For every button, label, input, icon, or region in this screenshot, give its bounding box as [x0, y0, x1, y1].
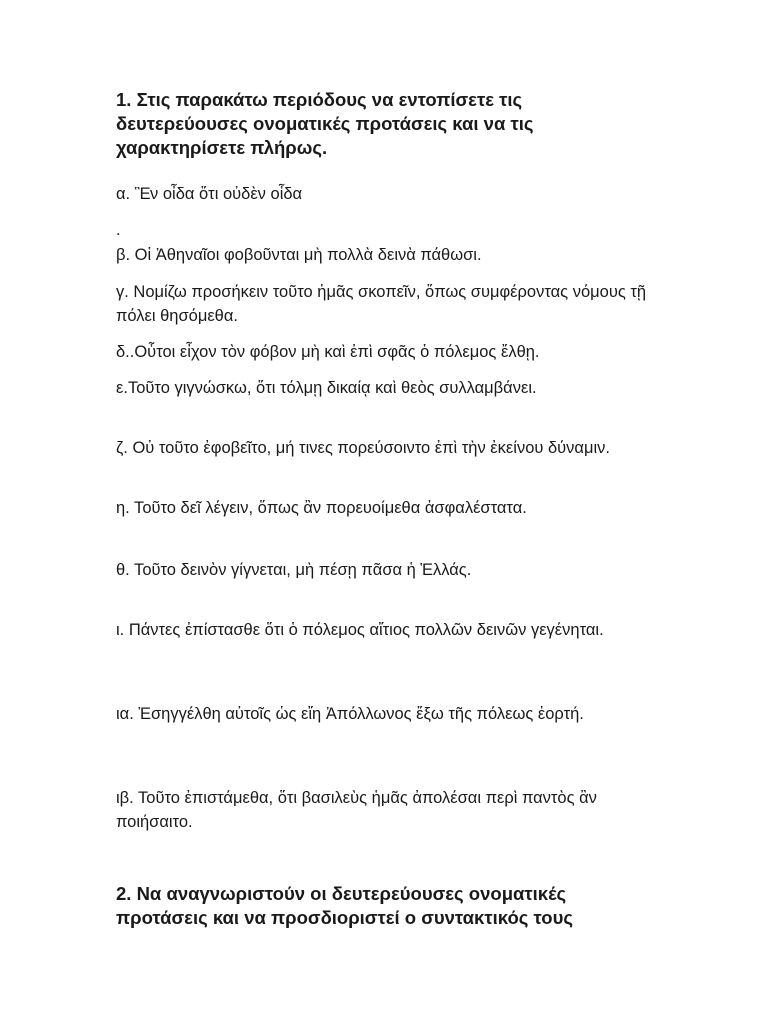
sentence-eta: η. Τοῦτο δεῖ λέγειν, ὅπως ἂν πορευοίμεθα ἀσφαλέστατα.: [116, 499, 527, 517]
sentence-epsilon: ε.Τοῦτο γιγνώσκω, ὅτι τόλμῃ δικαίᾳ καὶ θεὸς συλλαμβάνει.: [116, 379, 537, 397]
sentence-zeta: ζ. Οὐ τοῦτο ἐφοβεῖτο, μή τινες πορεύσοιντο ἐπὶ τὴν ἐκείνου δύναμιν.: [116, 439, 610, 457]
stray-period: .: [116, 221, 121, 239]
exercise-1-heading: 1. Στις παρακάτω περιόδους να εντοπίσετε τις δευτερεύουσες ονοματικές προτάσεις και να τις χαρακτηρίσετε πλήρως.: [116, 89, 534, 158]
sentence-iota: ι. Πάντες ἐπίστασθε ὅτι ὁ πόλεμος αἴτιος πολλῶν δεινῶν γεγένηται.: [116, 621, 604, 639]
sentence-beta: β. Οἱ Ἀθηναῖοι φοβοῦνται μὴ πολλὰ δεινὰ πάθωσι.: [116, 246, 482, 264]
sentence-alpha: α. Ἓν οἶδα ὅτι οὐδὲν οἶδα: [116, 185, 303, 203]
sentence-gamma: γ. Νομίζω προσήκειν τοῦτο ἡμᾶς σκοπεῖν, ὅπως συμφέροντας νόμους τῇ πόλει θησόμεθα.: [116, 283, 647, 325]
sentence-iota-alpha: ια. Ἐσηγγέλθη αὐτοῖς ὡς εἴη Ἀπόλλωνος ἔξω τῆς πόλεως ἑορτή.: [116, 705, 584, 723]
sentence-iota-beta: ιβ. Τοῦτο ἐπιστάμεθα, ὅτι βασιλεὺς ἡμᾶς ἀπολέσαι περὶ παντὸς ἂν ποιήσαιτο.: [116, 789, 597, 831]
exercise-2-heading: 2. Να αναγνωριστούν οι δευτερεύουσες ονοματικές προτάσεις και να προσδιοριστεί ο συντακτικός τους: [116, 883, 573, 928]
sentence-theta: θ. Τοῦτο δεινὸν γίγνεται, μὴ πέσῃ πᾶσα ἡ Ἑλλάς.: [116, 561, 472, 579]
sentence-delta: δ..Οὗτοι εἶχον τὸν φόβον μὴ καὶ ἐπὶ σφᾶς ὁ πόλεμος ἔλθῃ.: [116, 343, 540, 361]
